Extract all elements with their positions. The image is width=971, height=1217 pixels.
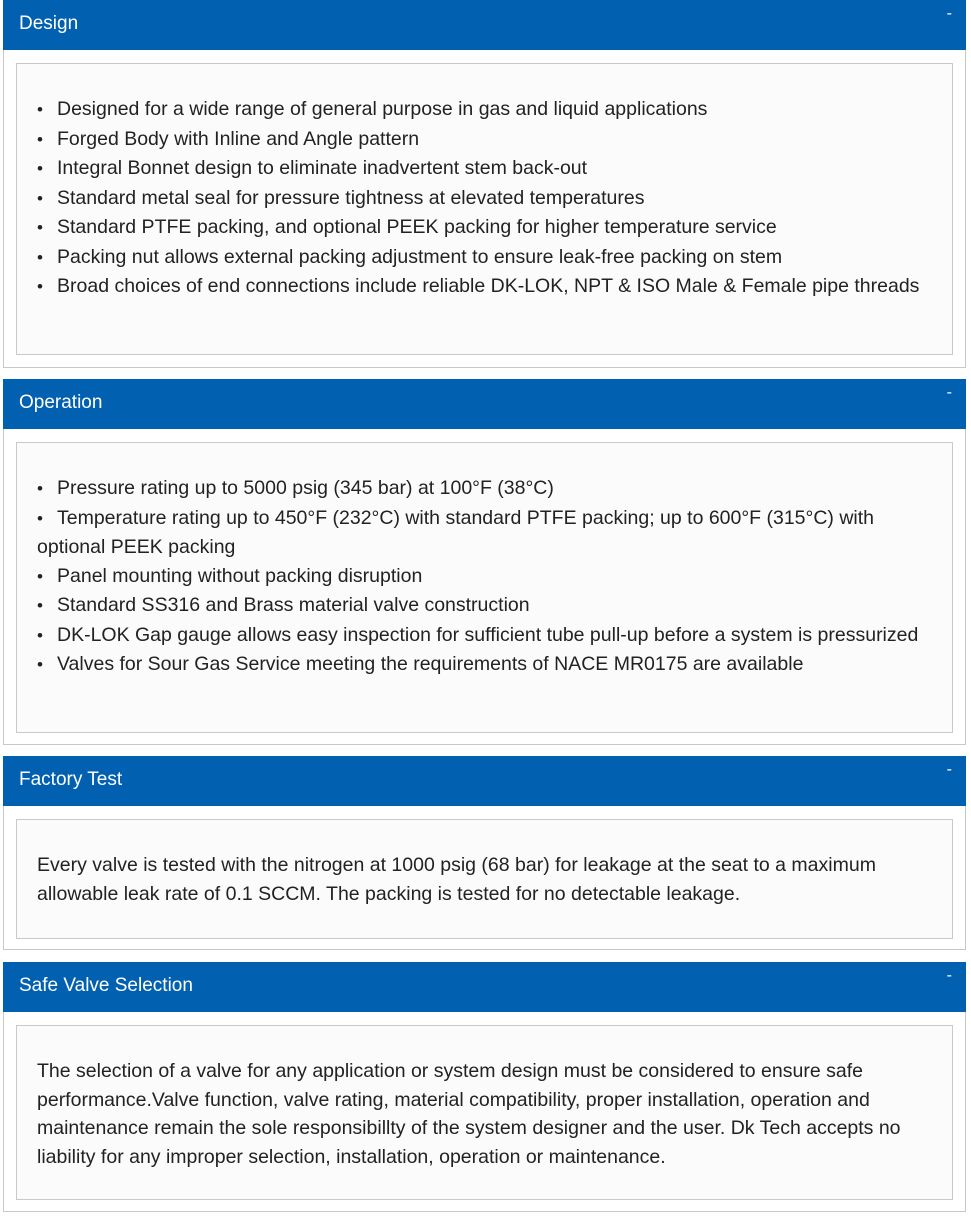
list-item: • Standard SS316 and Brass material valve construction — [37, 591, 932, 621]
safe-valve-selection-text: The selection of a valve for any application or system design must be considered to ensure safe performance.Valve function, valve rating, material compatibility, proper installation, operation and maintenance remain the sole responsibillty of the system designer and the user. Dk Tech accepts no liability for any improper selection, installation, operation or maintenance. — [37, 1060, 901, 1168]
list-item: • DK-LOK Gap gauge allows easy inspection for sufficient tube pull-up before a system is pressurized — [37, 621, 932, 651]
factory-test-content — [16, 819, 953, 939]
operation-content — [16, 442, 953, 733]
factory-test-section — [3, 756, 966, 950]
list-item: • Panel mounting without packing disruption — [37, 562, 932, 592]
list-item: • Packing nut allows external packing adjustment to ensure leak-free packing on stem — [37, 243, 932, 273]
list-item: • Valves for Sour Gas Service meeting the requirements of NACE MR0175 are available — [37, 650, 932, 680]
safe-valve-selection-header[interactable] — [3, 962, 966, 1012]
design-list — [37, 95, 932, 302]
list-item: • Standard metal seal for pressure tightness at elevated temperatures — [37, 184, 932, 214]
design-content — [16, 63, 953, 355]
operation-section — [3, 379, 966, 745]
design-title: Design — [19, 13, 79, 34]
operation-header[interactable] — [3, 379, 966, 429]
design-section — [3, 0, 966, 368]
collapse-icon[interactable]: - — [946, 967, 952, 984]
list-item: • Pressure rating up to 5000 psig (345 bar) at 100°F (38°C) — [37, 474, 932, 504]
design-header[interactable] — [3, 0, 966, 50]
factory-test-header[interactable] — [3, 756, 966, 806]
safe-valve-selection-title: Safe Valve Selection — [19, 975, 193, 996]
list-item: • Forged Body with Inline and Angle pattern — [37, 125, 932, 155]
safe-valve-selection-content — [16, 1025, 953, 1200]
collapse-icon[interactable]: - — [946, 384, 952, 401]
list-item: • Standard PTFE packing, and optional PEEK packing for higher temperature service — [37, 213, 932, 243]
list-item: • Temperature rating up to 450°F (232°C) with standard PTFE packing; up to 600°F (315°C) with optional PEEK packing — [37, 504, 932, 562]
factory-test-text: Every valve is tested with the nitrogen at 1000 psig (68 bar) for leakage at the seat to a maximum allowable leak rate of 0.1 SCCM. The packing is tested for no detectable leakage. — [37, 854, 876, 905]
safe-valve-selection-section — [3, 962, 966, 1212]
collapse-icon[interactable]: - — [946, 5, 952, 22]
list-item: • Designed for a wide range of general purpose in gas and liquid applications — [37, 95, 932, 125]
list-item: • Integral Bonnet design to eliminate inadvertent stem back-out — [37, 154, 932, 184]
operation-title: Operation — [19, 392, 103, 413]
list-item: • Broad choices of end connections include reliable DK-LOK, NPT & ISO Male & Female pipe threads — [37, 272, 932, 302]
operation-list — [37, 474, 932, 680]
factory-test-title: Factory Test — [19, 769, 123, 790]
collapse-icon[interactable]: - — [946, 761, 952, 778]
